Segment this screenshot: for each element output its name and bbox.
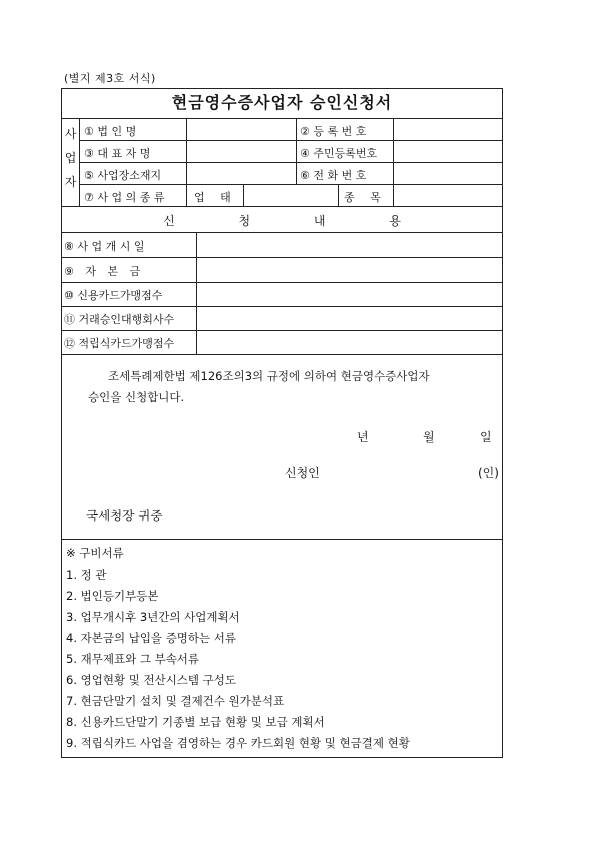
approval-agents-field[interactable] [198,309,500,328]
approval-agents-label: ⑪ 거래승인대행회사수 [64,313,175,326]
item-field[interactable] [395,187,501,204]
applicant-sign-label: 신청인 [285,466,320,480]
business-type-label: ⑦ 사 업 의 종 류 [84,191,165,204]
phone-label: ⑥ 전 화 번 호 [300,169,367,182]
statement-line: 승인을 신청합니다. [88,390,185,404]
address-field[interactable] [188,165,294,182]
document-item: 8. 신용카드단말기 기종별 보급 현황 및 보급 계획서 [66,715,325,729]
capital-field[interactable] [198,260,500,280]
document-item: 5. 재무제표와 그 부속서류 [66,652,200,666]
statement-line: 조세특례제한법 제126조의3의 규정에 의하여 현금영수증사업자 [108,369,430,383]
document-item: 7. 현금단말기 설치 및 결제건수 원가분석표 [66,694,285,708]
phone-field[interactable] [395,165,501,182]
day-label: 일 [480,430,492,444]
request-section-title: 신 청 내 용 [163,214,431,228]
capital-label: ⑨ 자 본 금 [64,265,145,278]
document-item: 9. 적립식카드 사업을 겸영하는 경우 카드회원 현황 및 현금결제 현황 [66,736,410,750]
rep-name-label: ③ 대 표 자 명 [84,147,151,160]
addressee-label: 국세청장 귀중 [86,508,163,523]
document-item: 3. 업무개시후 3년간의 사업계획서 [66,610,240,624]
corp-name-field[interactable] [188,121,294,138]
applicant-side-label [62,122,79,194]
corp-name-label: ① 법 인 명 [84,125,137,138]
applicant-sign-field[interactable] [330,460,470,480]
reserve-merchants-label: ⑫ 적립식카드가맹점수 [64,337,175,350]
side-label-char: 사 [64,127,77,141]
required-documents-title: ※ 구비서류 [66,546,124,560]
resident-no-label: ④ 주민등록번호 [300,147,378,160]
start-date-field[interactable] [198,235,500,255]
rep-name-field[interactable] [188,143,294,160]
item-label: 종 목 [344,191,387,204]
year-label: 년 [357,430,369,444]
document-item: 4. 자본금의 납입을 증명하는 서류 [66,631,237,645]
statement-text [88,366,488,408]
reg-no-label: ② 등 록 번 호 [300,125,367,138]
start-date-label: ⑧ 사 업 개 시 일 [64,240,145,253]
credit-merchants-label: ⑩ 신용카드가맹점수 [64,289,163,302]
document-item: 2. 법인등기부등본 [66,589,159,603]
document-item: 6. 영업현황 및 전산시스템 구성도 [66,673,237,687]
reg-no-field[interactable] [395,121,501,138]
form-caption: (별지 제3호 서식) [64,72,156,85]
address-label: ⑤ 사업장소재지 [84,169,162,182]
resident-no-field[interactable] [395,143,501,160]
credit-merchants-field[interactable] [198,285,500,304]
form-title: 현금영수증사업자 승인신청서 [171,93,393,112]
side-label-char: 업 [64,151,77,165]
side-label-char: 자 [64,175,77,189]
seal-label: (인) [478,466,499,480]
industry-field[interactable] [245,187,336,204]
reserve-merchants-field[interactable] [198,333,500,352]
month-label: 월 [423,430,435,444]
industry-label: 업 태 [194,191,237,204]
document-item: 1. 정 관 [66,568,107,582]
